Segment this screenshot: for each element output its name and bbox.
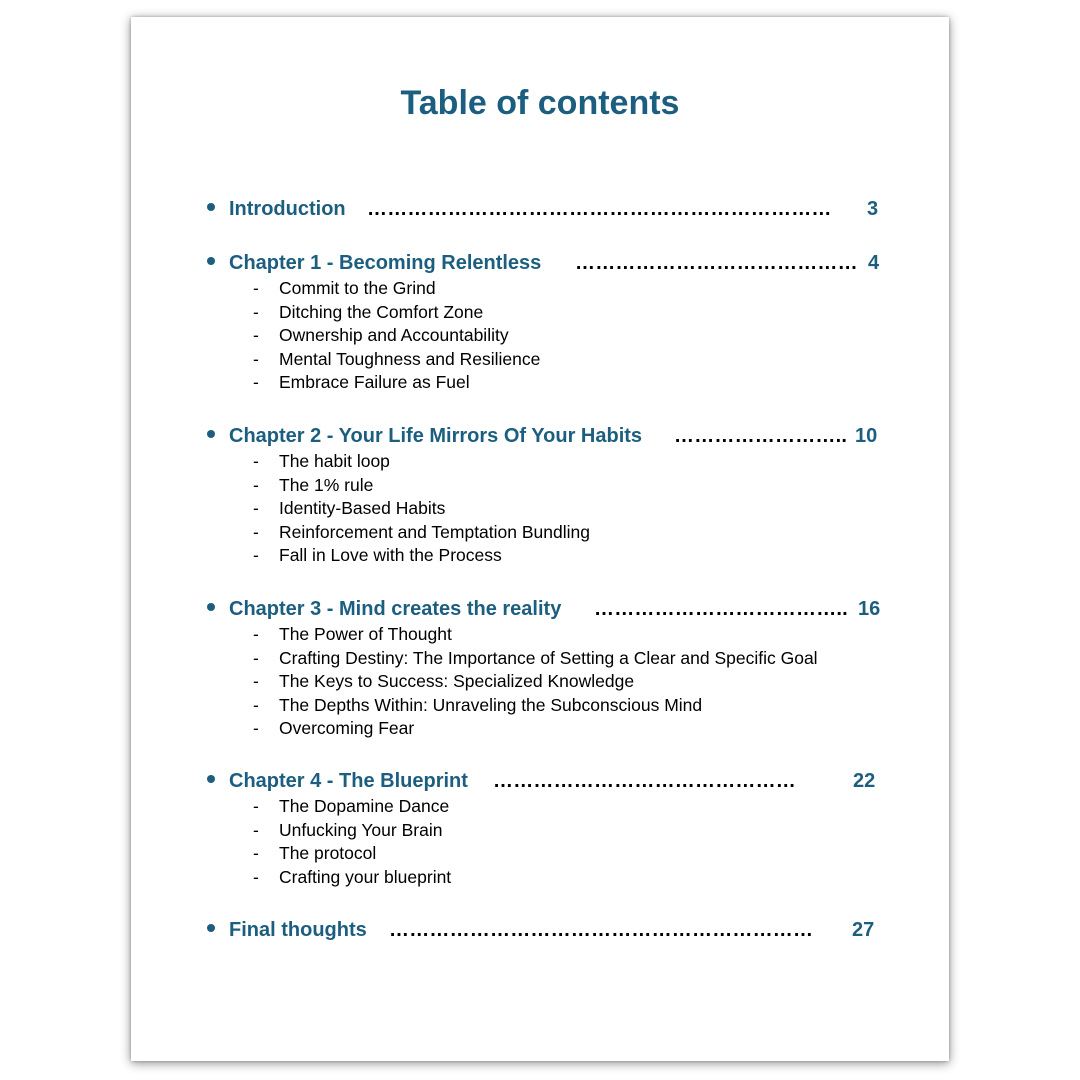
- subsection-list: [131, 796, 949, 890]
- toc-entry-chapter-2: [131, 425, 949, 566]
- document-page: [131, 17, 949, 1061]
- page-number: 27: [852, 919, 875, 941]
- toc-entry-final-thoughts: [131, 919, 949, 945]
- subsection-item[interactable]: - Reinforcement and Temptation Bundling: [253, 521, 590, 542]
- toc-entry-chapter-4: [131, 770, 949, 887]
- dot-leader: ………………………………………………………: [389, 919, 814, 941]
- subsection-item[interactable]: - Commit to the Grind: [253, 278, 436, 298]
- subsection-item[interactable]: - Ditching the Comfort Zone: [253, 301, 484, 322]
- subsection-item[interactable]: - Mental Toughness and Resilience: [253, 348, 541, 369]
- subsection-item[interactable]: - The Power of Thought: [253, 624, 452, 644]
- chapter-title[interactable]: Introduction: [229, 198, 346, 220]
- chapter-title[interactable]: Final thoughts: [229, 919, 367, 941]
- subsection-list: [131, 624, 949, 742]
- bullet-icon: [207, 430, 215, 438]
- bullet-icon: [207, 603, 215, 611]
- subsection-item[interactable]: - The Dopamine Dance: [253, 796, 450, 816]
- subsection-item[interactable]: - The protocol: [253, 843, 377, 864]
- page-number: 10: [855, 425, 878, 447]
- chapter-title[interactable]: Chapter 4 - The Blueprint: [229, 770, 468, 792]
- page-number: 4: [868, 252, 880, 274]
- page-number: 16: [858, 598, 881, 620]
- bullet-icon: [207, 257, 215, 265]
- dot-leader: ………………………………..: [594, 598, 848, 620]
- chapter-title[interactable]: Chapter 2 - Your Life Mirrors Of Your Habits: [229, 425, 643, 447]
- dot-leader: ……………………………………: [575, 252, 858, 274]
- subsection-item[interactable]: - The Keys to Success: Specialized Knowledge: [253, 671, 635, 692]
- dot-leader: ……………………………………………………………: [367, 198, 832, 220]
- subsection-item[interactable]: - The Depths Within: Unraveling the Subconscious Mind: [253, 694, 703, 715]
- subsection-list: [131, 451, 949, 569]
- toc-entry-introduction: [131, 198, 949, 224]
- chapter-title[interactable]: Chapter 3 - Mind creates the reality: [229, 598, 562, 620]
- bullet-icon: [207, 924, 215, 932]
- bullet-icon: [207, 203, 215, 211]
- subsection-item[interactable]: - The 1% rule: [253, 474, 374, 495]
- subsection-item[interactable]: - Unfucking Your Brain: [253, 819, 443, 840]
- subsection-item[interactable]: - Crafting your blueprint: [253, 866, 452, 887]
- page-title: Table of contents: [400, 84, 680, 122]
- toc-entry-chapter-3: [131, 598, 949, 739]
- subsection-item[interactable]: - The habit loop: [253, 451, 390, 471]
- dot-leader: ……………………..: [674, 425, 848, 447]
- subsection-item[interactable]: - Overcoming Fear: [253, 718, 415, 739]
- subsection-item[interactable]: - Embrace Failure as Fuel: [253, 372, 470, 393]
- subsection-item[interactable]: - Ownership and Accountability: [253, 325, 509, 346]
- table-of-contents: [131, 17, 949, 1061]
- bullet-icon: [207, 775, 215, 783]
- toc-entry-chapter-1: [131, 252, 949, 393]
- page-number: 22: [853, 770, 876, 792]
- subsection-item[interactable]: - Identity-Based Habits: [253, 498, 446, 519]
- subsection-item[interactable]: - Crafting Destiny: The Importance of Setting a Clear and Specific Goal: [253, 647, 818, 668]
- subsection-item[interactable]: - Fall in Love with the Process: [253, 545, 502, 566]
- subsection-list: [131, 278, 949, 396]
- page-number: 3: [867, 198, 879, 220]
- dot-leader: ………………………………………: [493, 770, 796, 792]
- chapter-title[interactable]: Chapter 1 - Becoming Relentless: [229, 252, 542, 274]
